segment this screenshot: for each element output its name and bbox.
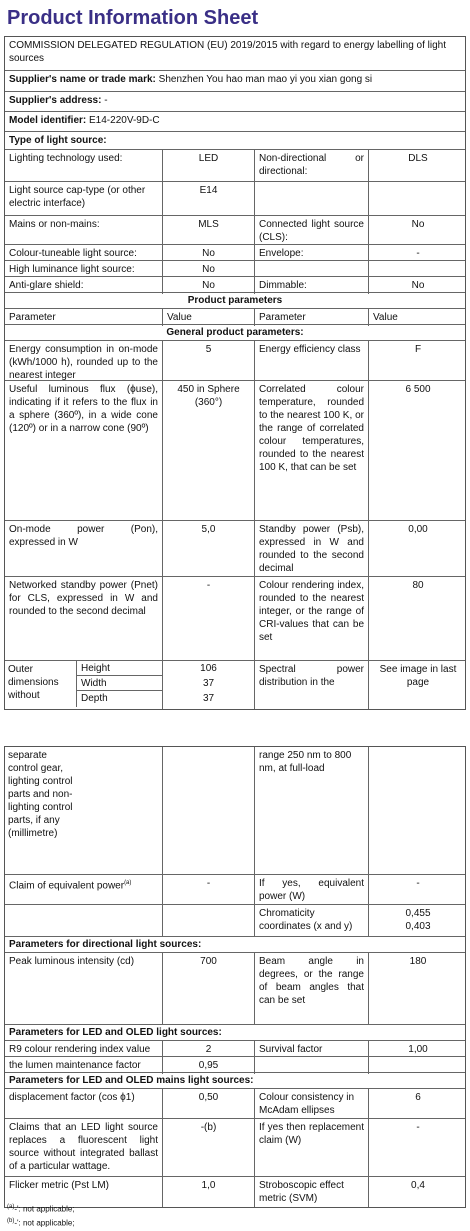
param-value: - [416,878,420,889]
param-value: 0,00 [408,524,428,535]
param-value: 5,0 [163,521,255,577]
param-value: DLS [408,153,428,164]
table-row [5,1089,465,1119]
param-label: Mains or non-mains: [5,216,163,246]
supplier-address-label: Supplier's address: [9,95,102,106]
col-header-parameter-2: Parameter [255,309,369,326]
model-label: Model identifier: [9,115,87,126]
directional-heading: Parameters for directional light sources: [5,937,465,953]
dim-width-label: Width [77,676,163,691]
param-label: Beam angle in degrees, or the range of beam angles that can be set [255,953,369,1024]
param-label: displacement factor (cos ϕ1) [5,1089,163,1119]
param-label: the lumen maintenance factor [5,1057,163,1074]
param-label: Connected light source (CLS): [255,216,369,246]
param-value: 0,4 [411,1180,425,1191]
param-value: No [411,280,425,291]
param-value: No [411,219,425,230]
param-label: Survival factor [255,1041,369,1058]
param-value: 180 [409,956,427,967]
model-value: E14-220V-9D-C [89,115,160,126]
table-row [5,1057,465,1073]
footnote-a [7,1202,75,1215]
info-table-page-2 [4,746,466,1208]
param-value: LED [163,150,255,181]
table-row [5,277,465,293]
table-row [5,150,465,182]
outer-dimensions-row [5,661,465,709]
spectral-value: See image in last page [379,664,457,688]
footnote-mark: (b) [7,1218,15,1224]
outer-dimensions-label-cont: separate control gear, lighting control parts and non-lighting control parts, if any (millimetre) [8,750,73,839]
dim-height-label: Height [77,661,163,676]
param-label: If yes, equivalent power (W) [255,875,369,905]
supplier-address-row [5,92,465,112]
outer-dimensions-cont-row [5,747,465,875]
product-params-heading: Product parameters [5,293,465,309]
chroma-y-value: 0,403 [405,921,431,932]
param-label: Correlated colour temperature, rounded to the nearest 100 K, or the range of correlated colour temperatures, rounded to the nearest 100 K, that can be set [255,381,369,520]
param-label: Envelope: [255,245,369,262]
param-label: Energy efficiency class [255,341,369,384]
equiv-label: Claim of equivalent power [9,880,125,892]
table-row [5,905,465,937]
param-label: Non-directional or directional: [255,150,369,181]
param-label [5,875,163,905]
column-header-row [5,309,465,325]
table-row [5,1119,465,1177]
general-heading: General product parameters: [5,325,465,341]
param-value: 1,0 [163,1177,255,1207]
param-value: 0,50 [163,1089,255,1119]
empty-cell [163,747,255,874]
param-value: 1,00 [408,1044,428,1055]
model-row [5,112,465,132]
mains-heading: Parameters for LED and OLED mains light sources: [5,1073,465,1089]
param-value: No [163,277,255,294]
spectral-label: Spectral power distribution in the [255,661,369,709]
col-header-value-2: Value [373,312,398,323]
param-value [369,182,467,215]
table-row [5,381,465,521]
param-label: Light source cap-type (or other electric interface) [5,182,163,215]
supplier-address-value: - [104,95,108,106]
param-label: Colour-tuneable light source: [5,245,163,262]
table-row [5,341,465,381]
dim-depth-value: 37 [202,693,215,704]
param-value: MLS [163,216,255,246]
param-label: Lighting technology used: [5,150,163,181]
param-label: Flicker metric (Pst LM) [5,1177,163,1207]
dim-width-value: 37 [202,678,215,689]
param-label: Anti-glare shield: [5,277,163,294]
param-value: 450 in Sphere (360°) [163,381,255,520]
param-label: Colour consistency in McAdam ellipses [255,1089,369,1119]
param-value [369,1057,467,1074]
outer-dimensions-label: Outer dimensions without [5,661,77,707]
param-value: 700 [163,953,255,1024]
empty-cell [163,905,255,936]
param-label: Stroboscopic effect metric (SVM) [255,1177,369,1207]
table-row [5,875,465,905]
supplier-name-label: Supplier's name or trade mark: [9,74,156,85]
col-header-value: Value [163,309,255,326]
param-value: - [163,577,255,660]
param-value: 5 [163,341,255,384]
param-label: Claims that an LED light source replaces a fluorescent light source without integrated ballast of a particular wattage. [5,1119,163,1176]
empty-cell [5,905,163,936]
page-title: Product Information Sheet [7,7,259,29]
footnote-mark: (a) [124,880,132,886]
param-value: No [163,245,255,262]
param-label: Chromaticity coordinates (x and y) [255,905,369,936]
footnote-b [7,1216,75,1229]
regulation-row [5,37,465,71]
param-label: Colour rendering index, rounded to the nearest integer, or the range of CRI-values that can be set [255,577,369,660]
param-value: 80 [412,580,424,591]
param-label: On-mode power (Pon), expressed in W [5,521,163,577]
param-value [369,905,467,936]
table-row [5,1041,465,1057]
chroma-x-value: 0,455 [405,908,431,919]
param-label: Dimmable: [255,277,369,294]
table-row [5,521,465,577]
param-value: F [414,344,422,355]
param-value [369,261,467,278]
col-header-parameter: Parameter [5,309,163,326]
table-row [5,216,465,245]
footnote-text: -': not applicable; [14,1204,75,1214]
param-label [255,182,369,215]
param-label: If yes then replacement claim (W) [255,1119,369,1176]
param-value: E14 [163,182,255,215]
param-value: 2 [163,1041,255,1058]
empty-cell [369,747,467,874]
param-label: Networked standby power (Pnet) for CLS, expressed in W and rounded to the second decimal [5,577,163,660]
spectral-label-cont: range 250 nm to 800 nm, at full-load [255,747,369,874]
param-label: High luminance light source: [5,261,163,278]
param-value: 6 500 [405,384,431,395]
regulation-text: COMMISSION DELEGATED REGULATION (EU) 2019/2015 with regard to energy labelling of light sources [9,40,447,64]
param-value: -(b) [163,1119,255,1176]
footnote-text: -': not applicable; [14,1218,75,1228]
dim-height-value: 106 [200,663,217,674]
param-label [255,261,369,278]
table-row [5,182,465,216]
led-heading: Parameters for LED and OLED light sources: [5,1025,465,1041]
param-label: R9 colour rendering index value [5,1041,163,1058]
param-label: Standby power (Psb), expressed in W and rounded to the second decimal [255,521,369,577]
param-value: - [416,1122,420,1133]
table-row [5,953,465,1025]
param-label [255,1057,369,1074]
info-table-page-1 [4,36,466,710]
supplier-name-row [5,71,465,92]
param-label: Energy consumption in on-mode (kWh/1000 h), rounded up to the nearest integer [5,341,163,384]
param-value: - [416,248,420,259]
param-value: - [163,875,255,905]
footnote-mark: (a) [7,1204,15,1210]
table-row [5,245,465,261]
table-row [5,261,465,277]
param-label: Peak luminous intensity (cd) [5,953,163,1024]
type-heading: Type of light source: [5,132,465,150]
dim-depth-label: Depth [81,693,108,704]
param-value: No [163,261,255,278]
param-value: 6 [415,1092,421,1103]
table-row [5,577,465,661]
supplier-name-value: Shenzhen You hao man mao yi you xian gong si [158,74,373,85]
param-value: 0,95 [163,1057,255,1074]
param-label: Useful luminous flux (ϕuse), indicating if it refers to the flux in a sphere (360º), in a wide cone (120º) or in a narrow cone (90º) [5,381,163,520]
